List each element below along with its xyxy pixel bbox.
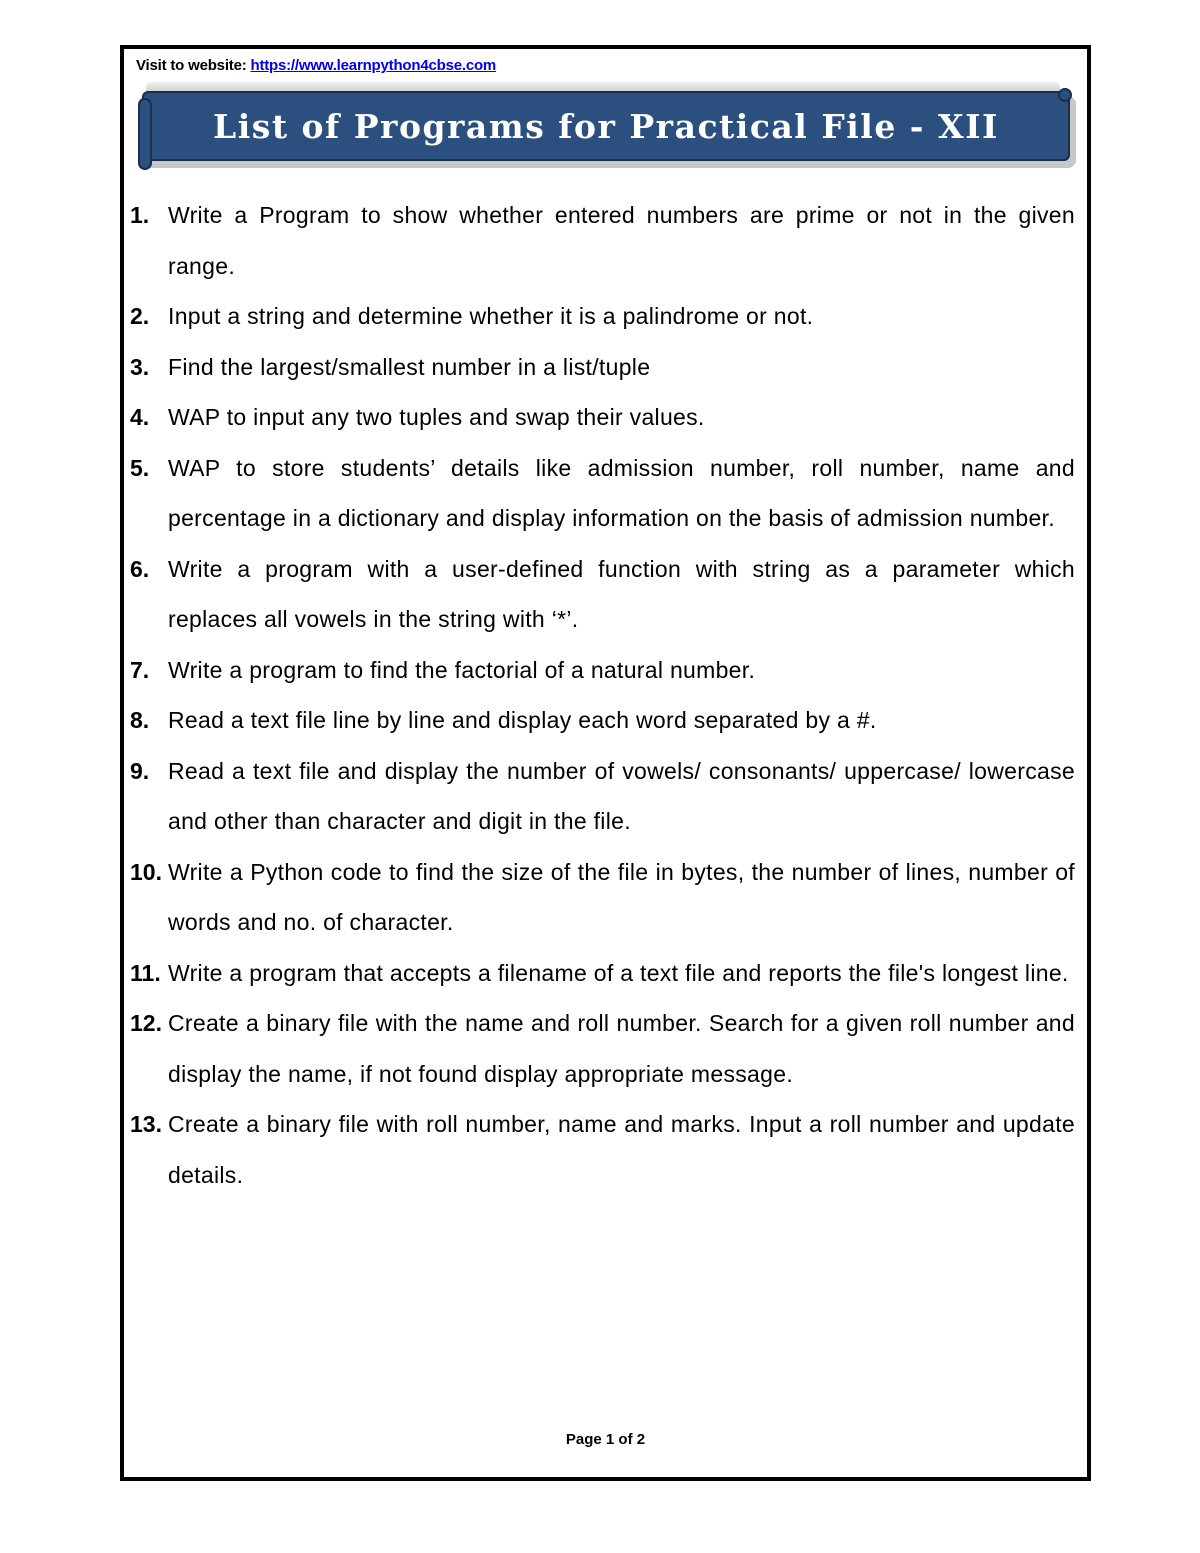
program-number: 7.	[130, 656, 150, 683]
program-item-2	[130, 291, 1075, 342]
program-text: WAP to store students’ details like admission number, roll number, name and percentage in a dictionary and display information on the basis of admission number.	[168, 454, 1075, 531]
program-text: Read a text file and display the number of vowels/ consonants/ uppercase/ lowercase and other than character and digit in the file.	[168, 757, 1075, 834]
program-item-9	[130, 746, 1075, 847]
program-item-3	[130, 342, 1075, 393]
program-text: Write a program that accepts a filename of a text file and reports the file's longest line.	[168, 959, 1069, 986]
program-text: Write a Program to show whether entered numbers are prime or not in the given range.	[168, 202, 1075, 279]
program-number: 11.	[130, 959, 161, 986]
program-item-7	[130, 645, 1075, 696]
program-number: 2.	[130, 303, 150, 329]
program-item-10	[130, 847, 1075, 948]
program-text: WAP to input any two tuples and swap their values.	[168, 404, 705, 430]
website-label: Visit to website:	[136, 57, 251, 74]
program-number: 5.	[130, 454, 150, 481]
program-text: Create a binary file with roll number, name and marks. Input a roll number and update details.	[168, 1111, 1075, 1188]
program-number: 4.	[130, 404, 150, 430]
program-text: Write a Python code to find the size of the file in bytes, the number of lines, number of words and no. of character.	[168, 858, 1075, 935]
program-item-12	[130, 998, 1075, 1099]
program-item-6	[130, 544, 1075, 645]
website-header	[136, 57, 496, 74]
program-number: 6.	[130, 555, 150, 582]
program-item-8	[130, 695, 1075, 746]
program-text: Find the largest/smallest number in a list/tuple	[168, 353, 651, 380]
program-number: 13.	[130, 1111, 162, 1137]
program-item-13	[130, 1099, 1075, 1200]
program-item-4	[130, 392, 1075, 443]
program-item-1	[130, 190, 1075, 291]
program-number: 12.	[130, 1010, 162, 1036]
page-title: List of Programs for Practical File - XII	[213, 107, 999, 146]
program-text: Read a text file line by line and display each word separated by a #.	[168, 707, 877, 733]
program-text: Input a string and determine whether it is a palindrome or not.	[168, 303, 814, 329]
program-text: Create a binary file with the name and roll number. Search for a given roll number and display the name, if not found display appropriate message.	[168, 1010, 1075, 1087]
program-number: 10.	[130, 858, 162, 885]
program-number: 9.	[130, 757, 150, 784]
program-item-11	[130, 948, 1075, 999]
program-text: Write a program to find the factorial of a natural number.	[168, 656, 756, 683]
page-number: Page 1 of 2	[565, 1431, 646, 1448]
program-number: 8.	[130, 707, 150, 733]
program-list	[130, 190, 1075, 1200]
program-number: 3.	[130, 353, 150, 380]
program-number: 1.	[130, 202, 150, 228]
website-link[interactable]: https://www.learnpython4cbse.com	[250, 57, 497, 74]
program-text: Write a program with a user-defined function with string as a parameter which replaces all vowels in the string with ‘*’.	[168, 555, 1075, 632]
program-item-5	[130, 443, 1075, 544]
